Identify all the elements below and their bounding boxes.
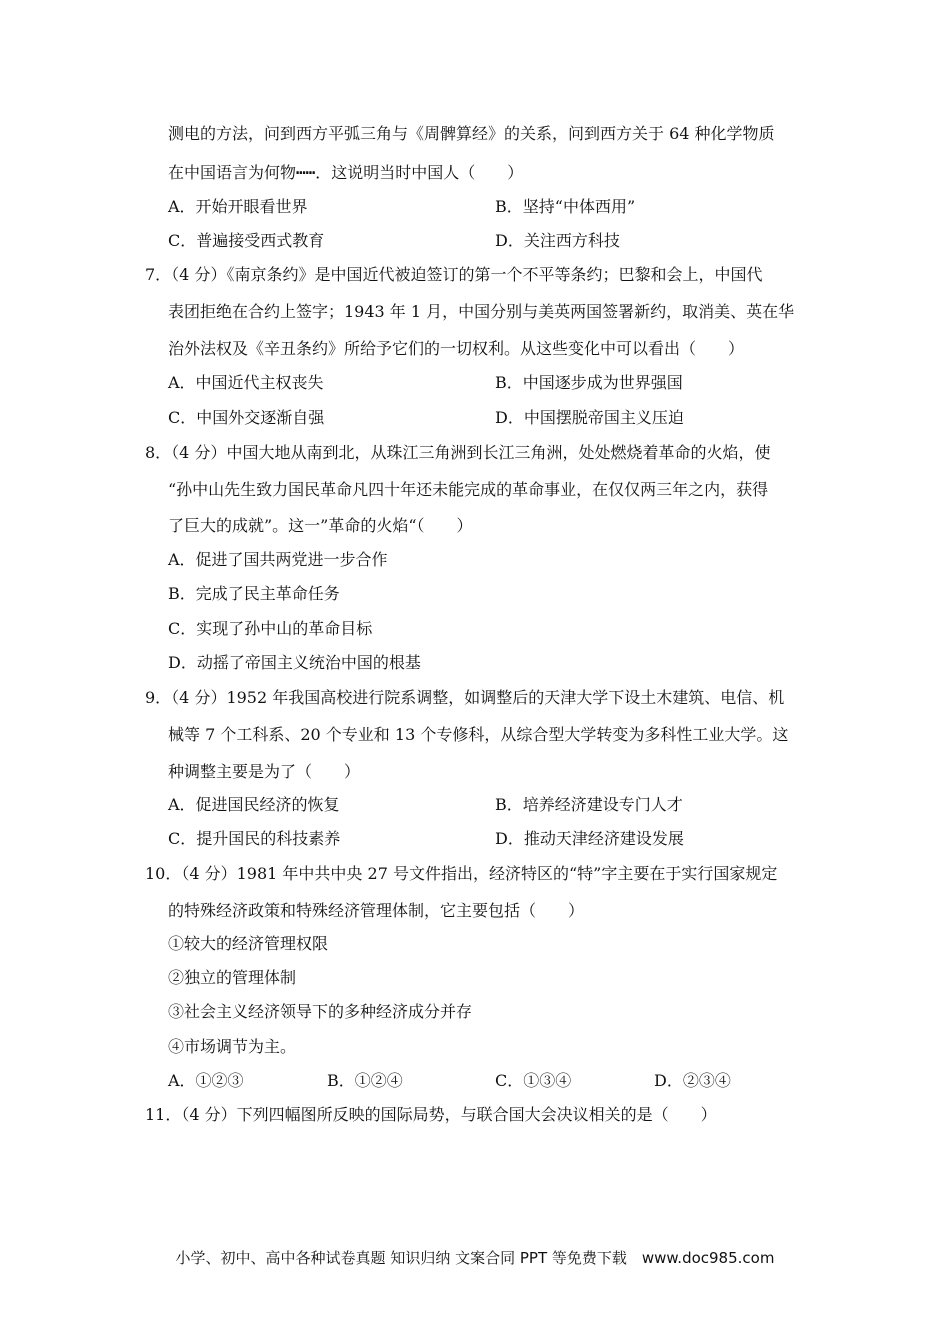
question-text-line: 械等 7 个工科系、20 个专业和 13 个专修科，从综合型大学转变为多科性工业大学。这 <box>168 725 789 744</box>
option-c: C．①③④ <box>495 1071 572 1090</box>
statement-item: ②独立的管理体制 <box>168 968 297 987</box>
question-stem: 8．（4 分）中国大地从南到北，从珠江三角洲到长江三角洲，处处燃烧着革命的火焰，使 <box>145 443 771 462</box>
option-a: A．中国近代主权丧失 <box>168 373 324 392</box>
option-a: A．促进了国共两党进一步合作 <box>168 550 388 569</box>
question-stem: 10．（4 分）1981 年中共中央 27 号文件指出，经济特区的“特”字主要在于实行国家规定 <box>145 864 778 883</box>
option-a: A．促进国民经济的恢复 <box>168 795 340 814</box>
option-b: B．完成了民主革命任务 <box>168 584 340 603</box>
question-text-line: 的特殊经济政策和特殊经济管理体制，它主要包括（ ） <box>168 901 585 920</box>
option-c: C．普遍接受西式教育 <box>168 231 325 250</box>
option-b: B．中国逐步成为世界强国 <box>495 373 683 392</box>
statement-item: ④市场调节为主。 <box>168 1037 297 1056</box>
option-b: B．①②④ <box>327 1071 403 1090</box>
option-d: D．中国摆脱帝国主义压迫 <box>495 408 684 427</box>
statement-item: ①较大的经济管理权限 <box>168 934 329 953</box>
question-stem: 7．（4 分）《南京条约》是中国近代被迫签订的第一个不平等条约；巴黎和会上，中国代 <box>145 265 763 284</box>
option-d: D．动摇了帝国主义统治中国的根基 <box>168 653 421 672</box>
option-c: C．中国外交逐渐自强 <box>168 408 325 427</box>
statement-item: ③社会主义经济领导下的多种经济成分并存 <box>168 1002 473 1021</box>
option-d: D．推动天津经济建设发展 <box>495 829 684 848</box>
option-c: C．提升国民的科技素养 <box>168 829 341 848</box>
option-b: B．坚持“中体西用” <box>495 197 636 216</box>
option-b: B．培养经济建设专门人才 <box>495 795 683 814</box>
option-a: A．开始开眼看世界 <box>168 197 308 216</box>
question-stem: 9．（4 分）1952 年我国高校进行院系调整，如调整后的天津大学下设土木建筑、电信、机 <box>145 688 785 707</box>
option-a: A．①②③ <box>168 1071 244 1090</box>
option-d: D．关注西方科技 <box>495 231 620 250</box>
option-c: C．实现了孙中山的革命目标 <box>168 619 373 638</box>
question-text-line: 种调整主要是为了（ ） <box>168 762 361 781</box>
question-text-line: 在中国语言为何物┅┅．这说明当时中国人（ ） <box>168 163 524 182</box>
question-text-line: 治外法权及《辛丑条约》所给予它们的一切权利。从这些变化中可以看出（ ） <box>168 339 745 358</box>
question-text-line: 表团拒绝在合约上签字；1943 年 1 月，中国分别与美英两国签署新约，取消美、英在华 <box>168 302 795 321</box>
question-text-line: 测电的方法，问到西方平弧三角与《周髀算经》的关系，问到西方关于 64 种化学物质 <box>168 124 775 143</box>
question-text-line: “孙中山先生致力国民革命凡四十年还未能完成的革命事业，在仅仅两三年之内，获得 <box>168 480 769 499</box>
question-stem: 11．（4 分）下列四幅图所反映的国际局势，与联合国大会决议相关的是（ ） <box>145 1105 717 1124</box>
option-d: D．②③④ <box>654 1071 731 1090</box>
page-footer: 小学、初中、高中各种试卷真题 知识归纳 文案合同 PPT 等免费下载 www.doc985.com <box>175 1249 775 1267</box>
question-text-line: 了巨大的成就”。这一”革命的火焰“（ ） <box>168 516 473 535</box>
